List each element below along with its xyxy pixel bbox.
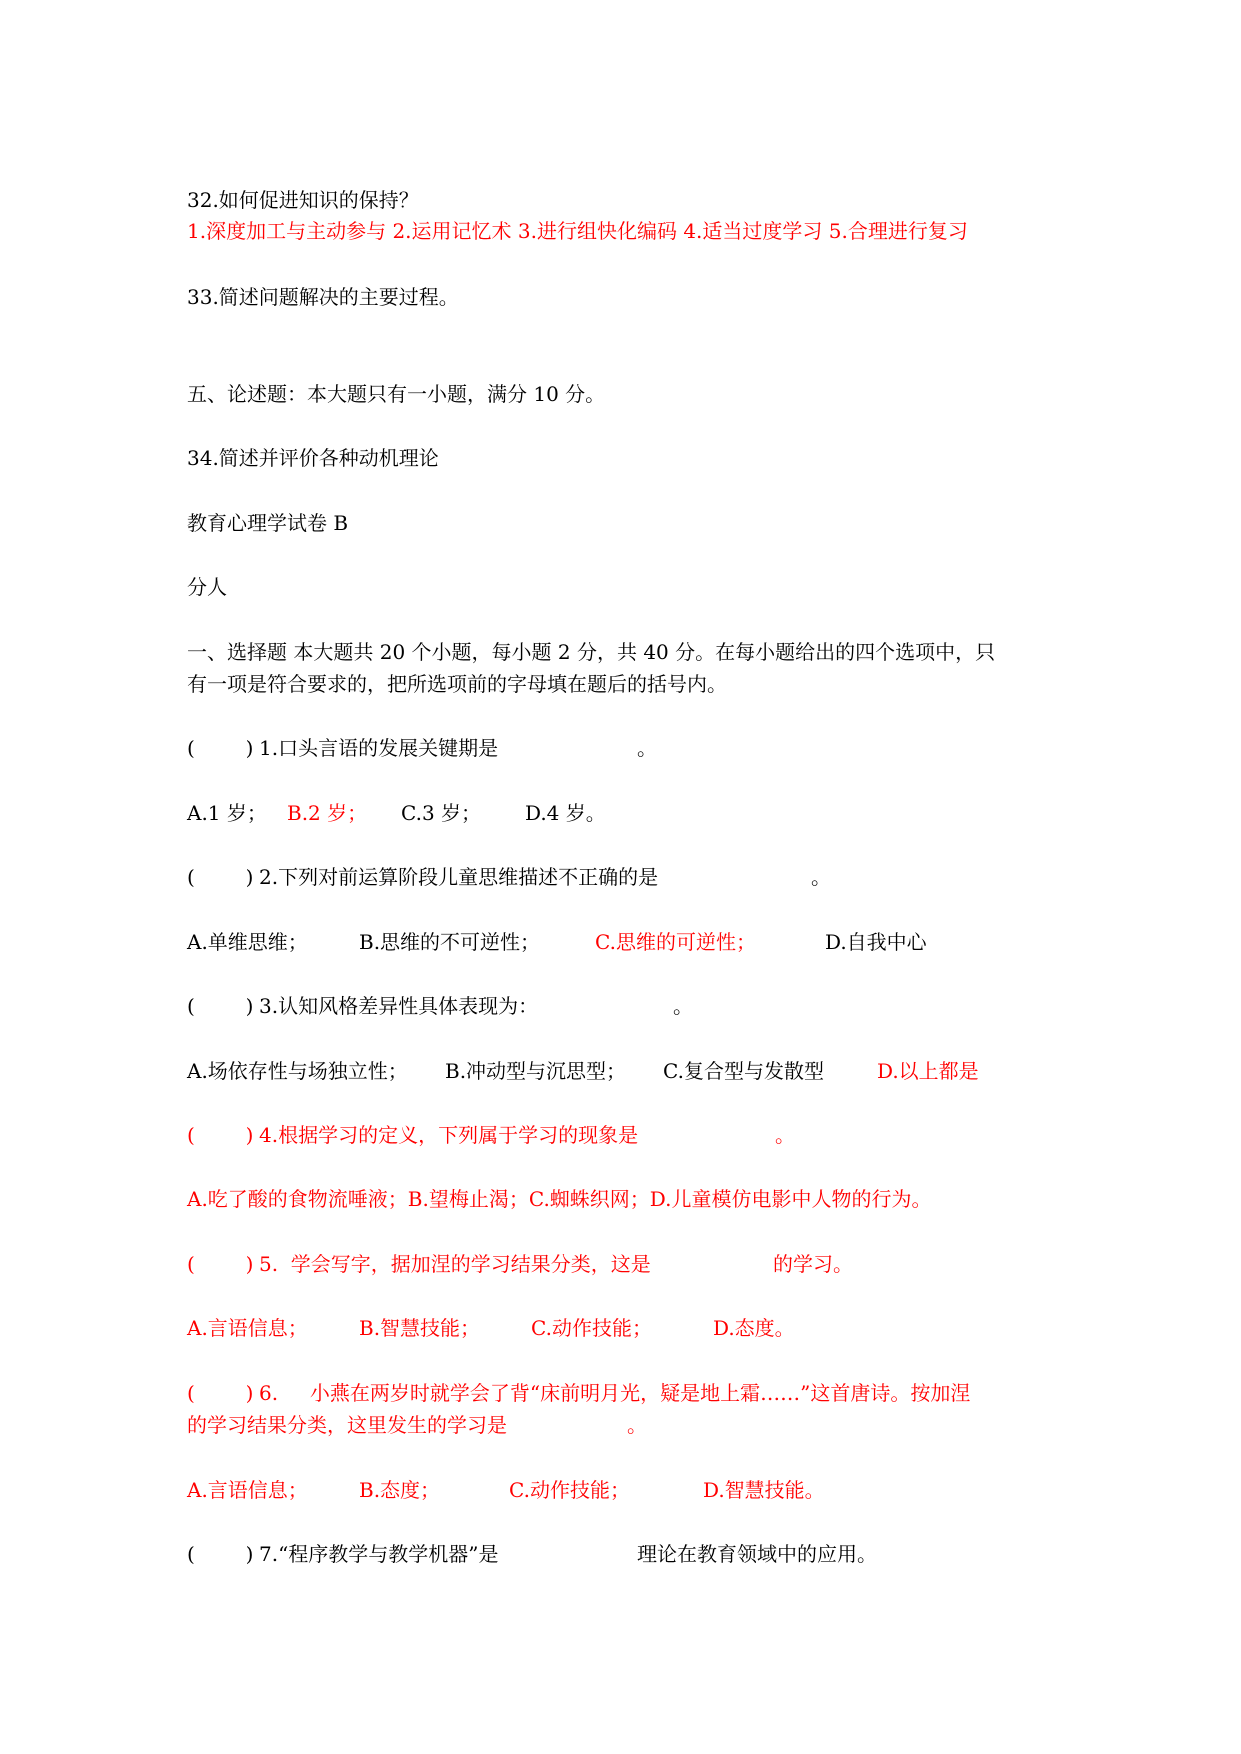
question-2-options <box>187 929 1087 955</box>
option-a: A.1 岁； <box>187 801 267 825</box>
score-label: 分人 <box>187 575 227 599</box>
option-a: A.言语信息； <box>187 1316 308 1340</box>
answer-bracket: ( ) <box>187 1252 254 1276</box>
option-d: D.以上都是 <box>877 1059 979 1083</box>
option-c: C.动作技能； <box>531 1316 652 1340</box>
question-3 <box>187 993 1087 1019</box>
answer-bracket: ( ) <box>187 1542 254 1566</box>
option-c: C.动作技能； <box>509 1478 630 1502</box>
answer-bracket: ( ) <box>187 994 254 1018</box>
question-end: 理论在教育领域中的应用。 <box>637 1542 877 1566</box>
option-d: D.自我中心 <box>825 930 927 954</box>
answer-bracket: ( ) <box>187 865 254 889</box>
question-7 <box>187 1541 1087 1567</box>
option-c: C.复合型与发散型 <box>663 1059 824 1083</box>
question-6 <box>187 1380 1087 1406</box>
option-b: B.智慧技能； <box>359 1316 481 1340</box>
question-text: 的学习结果分类，这里发生的学习是 <box>187 1413 507 1437</box>
question-text: 6. 小燕在两岁时就学会了背“床前明月光，疑是地上霜……”这首唐诗。按加涅 <box>259 1381 971 1405</box>
option-a: A.场依存性与场独立性； <box>187 1059 408 1083</box>
question-text: 5. 学会写字，据加涅的学习结果分类，这是 <box>259 1252 651 1276</box>
paper-title: 教育心理学试卷 B <box>187 511 349 535</box>
question-end: 。 <box>673 994 693 1018</box>
answer-bracket: ( ) <box>187 1381 254 1405</box>
section-1-line-1: 一、选择题 本大题共 20 个小题，每小题 2 分，共 40 分。在每小题给出的四个选项中，只 <box>187 640 996 664</box>
question-end: 。 <box>775 1123 795 1147</box>
question-33: 33.简述问题解决的主要过程。 <box>187 285 459 309</box>
option-b: B.态度； <box>359 1478 441 1502</box>
question-text: 7.“程序教学与教学机器”是 <box>259 1542 499 1566</box>
question-end: 。 <box>637 736 657 760</box>
question-end: 的学习。 <box>773 1252 853 1276</box>
option-b: B.2 岁； <box>287 801 368 825</box>
question-text: 4.根据学习的定义，下列属于学习的现象是 <box>259 1123 639 1147</box>
option-a: A.单维思维； <box>187 930 308 954</box>
answer-bracket: ( ) <box>187 736 254 760</box>
question-end: 。 <box>811 865 831 889</box>
question-text: 3.认知风格差异性具体表现为： <box>259 994 539 1018</box>
option-a: A.言语信息； <box>187 1478 308 1502</box>
option-c: C.思维的可逆性； <box>595 930 756 954</box>
question-4-options: A.吃了酸的食物流唾液；B.望梅止渴；C.蜘蛛织网；D.儿童模仿电影中人物的行为。 <box>187 1187 932 1211</box>
question-6-line-2 <box>187 1412 1087 1438</box>
question-end: 。 <box>627 1413 647 1437</box>
option-d: D.智慧技能。 <box>703 1478 825 1502</box>
question-32: 32.如何促进知识的保持？ <box>187 188 419 212</box>
section-1-line-2: 有一项是符合要求的，把所选项前的字母填在题后的括号内。 <box>187 672 727 696</box>
question-4 <box>187 1122 1087 1148</box>
question-6-options <box>187 1477 1087 1503</box>
question-5-options <box>187 1315 1087 1341</box>
question-text: 2.下列对前运算阶段儿童思维描述不正确的是 <box>259 865 659 889</box>
answer-32: 1.深度加工与主动参与 2.运用记忆术 3.进行组快化编码 4.适当过度学习 5.合理进行复习 <box>187 219 968 243</box>
option-b: B.冲动型与沉思型； <box>445 1059 627 1083</box>
question-5 <box>187 1251 1087 1277</box>
option-b: B.思维的不可逆性； <box>359 930 541 954</box>
question-3-options <box>187 1058 1087 1084</box>
option-d: D.态度。 <box>713 1316 795 1340</box>
section-5-heading: 五、论述题：本大题只有一小题，满分 10 分。 <box>187 382 606 406</box>
option-d: D.4 岁。 <box>525 801 606 825</box>
question-1 <box>187 735 1087 761</box>
answer-bracket: ( ) <box>187 1123 254 1147</box>
option-c: C.3 岁； <box>401 801 482 825</box>
question-1-options <box>187 800 1087 826</box>
question-34: 34.简述并评价各种动机理论 <box>187 446 439 470</box>
question-2 <box>187 864 1087 890</box>
question-text: 1.口头言语的发展关键期是 <box>259 736 499 760</box>
